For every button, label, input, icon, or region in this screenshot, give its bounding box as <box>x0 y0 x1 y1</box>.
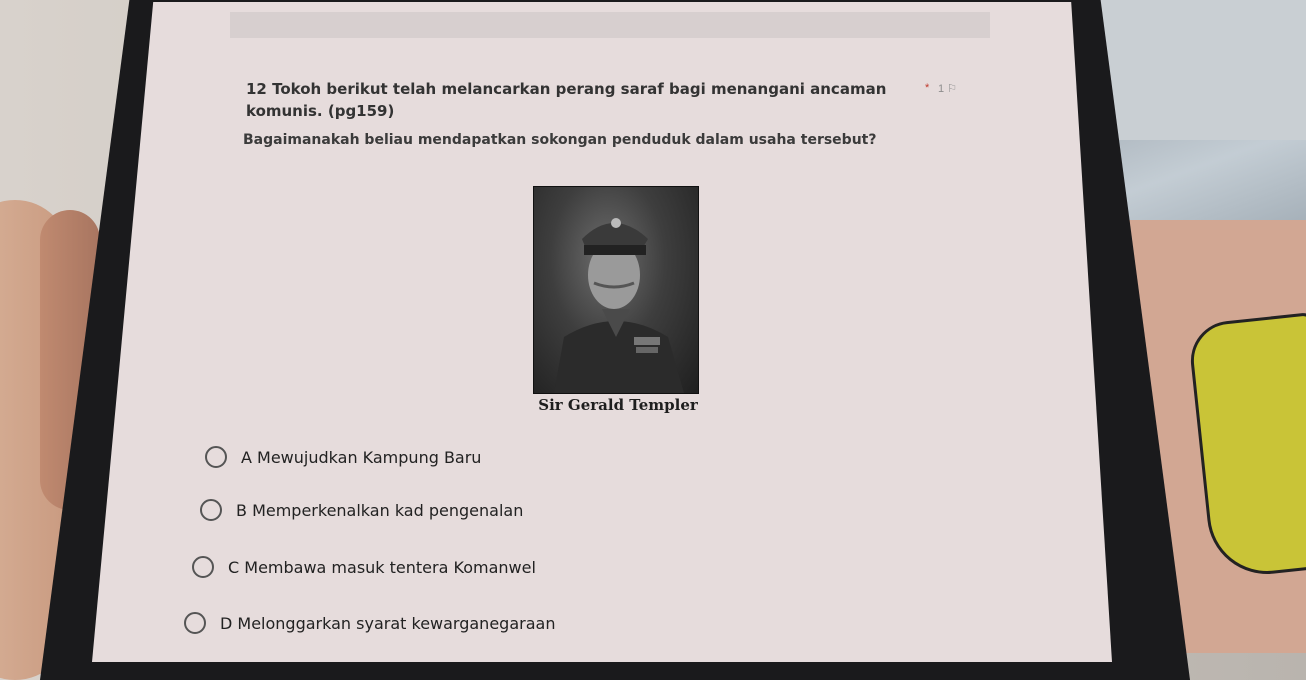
portrait-illustration <box>534 187 698 393</box>
question-title <box>246 78 916 122</box>
question-subtitle: Bagaimanakah beliau mendapatkan sokongan penduduk dalam usaha tersebut? <box>243 132 877 148</box>
radio-button[interactable] <box>200 499 222 521</box>
option-label: B Memperkenalkan kad pengenalan <box>236 500 524 520</box>
portrait-photo <box>533 186 699 394</box>
option-label: A Mewujudkan Kampung Baru <box>241 447 482 467</box>
radio-button[interactable] <box>184 612 206 634</box>
figure-caption: Sir Gerald Templer <box>538 396 698 414</box>
points-label: 1 ⚐ <box>938 83 958 95</box>
option-a[interactable] <box>205 446 481 468</box>
question-text: Tokoh berikut telah melancarkan perang saraf bagi menangani ancaman komunis. (pg159) <box>246 80 887 120</box>
radio-button[interactable] <box>192 556 214 578</box>
radio-button[interactable] <box>205 446 227 468</box>
form-header-bar <box>230 12 990 38</box>
required-marker: * <box>925 82 930 94</box>
option-d[interactable] <box>184 612 555 634</box>
option-label: D Melonggarkan syarat kewarganegaraan <box>220 613 556 633</box>
option-c[interactable] <box>192 556 536 578</box>
question-figure <box>528 186 708 426</box>
option-b[interactable] <box>200 499 523 521</box>
question-number: 12 <box>246 80 267 98</box>
option-label: C Membawa masuk tentera Komanwel <box>228 557 536 577</box>
